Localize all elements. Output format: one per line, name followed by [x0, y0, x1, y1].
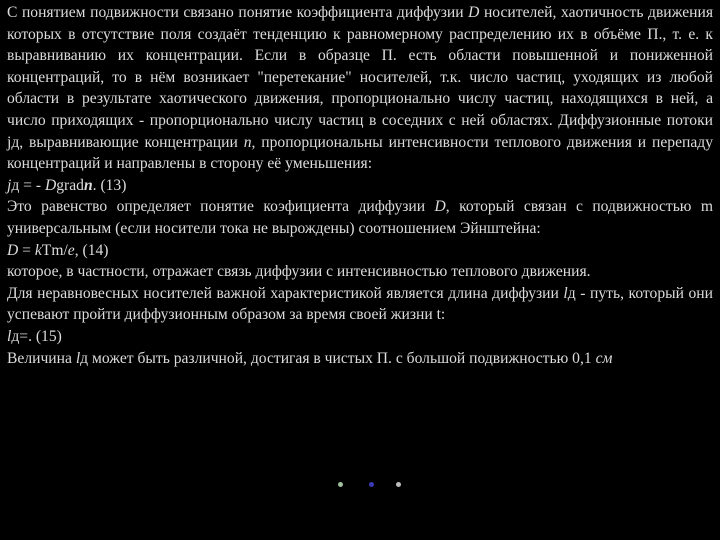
symbol-l: l	[75, 349, 81, 367]
text-run: , который связан с подвижностью m универсальным (если носители тока не вырождены) соотношением Эйнштейна:	[7, 198, 713, 237]
text-run: д = -	[11, 176, 45, 194]
body-text	[7, 2, 713, 369]
nav-dot-icon[interactable]	[338, 482, 343, 487]
symbol-l: l	[563, 284, 568, 302]
paragraph-diffusion-length-value	[7, 348, 713, 370]
equation-15	[7, 326, 713, 348]
text-run: д - путь, который они успевают пройти диффузионным образом за время своей жизни t:	[7, 284, 713, 324]
symbol-D: D	[44, 176, 57, 194]
text-run: =	[18, 241, 35, 259]
text-run: носителей, хаотичность движения которых в отсутствие поля создаёт тенденцию к равномерному распределению их в объёме П., т. е. к выравниванию их концентрации. Если в образце П. есть области повышенной и пониженной концентраций, то в нём возникает "перетекание" носителей, т.к. число частиц, уходящих из любой области в результате хаотического движения, пропорционально числу частиц, находящихся в ней, а число приходящих - пропорционально числу частиц в соседних с ней областях. Диффузионные потоки jд, выравнивающие концентрации	[7, 4, 713, 151]
equation-number: , (14)	[74, 241, 109, 259]
text-run: /	[63, 241, 68, 259]
symbol-n: n	[83, 176, 93, 194]
equation-number: . (13)	[92, 176, 127, 194]
nav-dot-icon[interactable]	[369, 482, 374, 487]
text-run: Это равенство определяет понятие коэфициента диффузии	[7, 198, 435, 216]
paragraph-diffusion-length	[7, 283, 713, 326]
text-run: , пропорциональны интенсивности теплового движения и перепаду концентраций и направлены в сторону её уменьшения:	[7, 133, 713, 173]
symbol-k: k	[34, 241, 42, 259]
paragraph-diffusion-intro	[7, 2, 713, 175]
equation-14	[7, 240, 713, 262]
paragraph-thermal-link	[7, 261, 713, 283]
text-run: д=. (15)	[11, 327, 62, 345]
symbol-j: j	[7, 176, 12, 194]
symbol-m: m	[51, 241, 64, 259]
symbol-e: e	[67, 241, 75, 259]
slide-navigation	[338, 482, 408, 490]
symbol-n: n	[243, 133, 252, 151]
text-run: которое, в частности, отражает связь диффузии с интенсивностью теплового движения.	[7, 263, 591, 281]
text-run: Для неравновесных носителей важной характеристикой является длина диффузии	[7, 284, 564, 302]
symbol-l: l	[7, 327, 12, 345]
symbol-T: T	[41, 241, 52, 259]
paragraph-einstein-relation	[7, 196, 713, 239]
text-run: Величина	[7, 349, 76, 367]
equation-13	[7, 175, 713, 197]
nav-dot-icon[interactable]	[396, 482, 401, 487]
text-run: д может быть различной, достигая в чистых П. с большой подвижностью 0,1	[80, 349, 596, 367]
text-run: С понятием подвижности связано понятие коэффициента диффузии	[7, 4, 469, 21]
symbol-D: D	[434, 198, 446, 216]
symbol-D: D	[7, 241, 19, 259]
text-run: grad	[56, 176, 84, 194]
symbol-D: D	[468, 4, 480, 21]
unit-cm: см	[595, 349, 613, 367]
